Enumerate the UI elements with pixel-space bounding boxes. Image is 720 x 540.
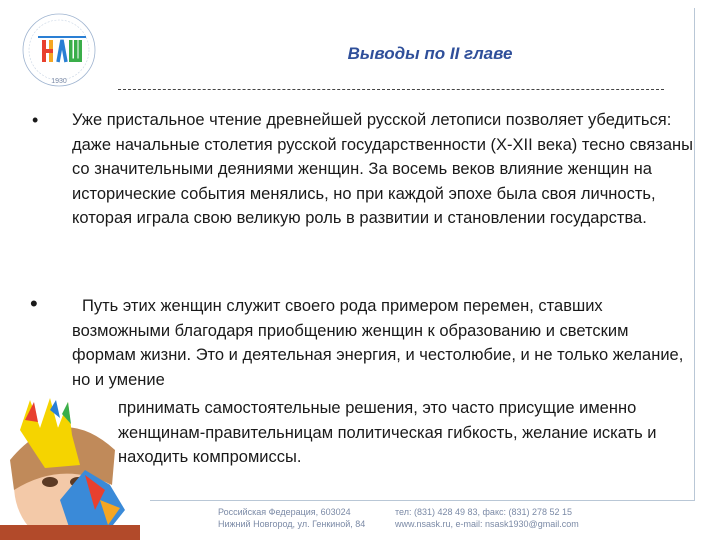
logo-year: 1930 (51, 78, 67, 85)
institution-logo-icon (14, 10, 104, 90)
slide-frame-bottom (150, 500, 695, 501)
footer-contacts-line-1: тел: (831) 428 49 83, факс: (831) 278 52 15 (395, 507, 573, 517)
bullet-text-2-part1: Путь этих женщин служит своего рода примером перемен, ставших возможными благодаря приобщению женщин к образованию и светским формам жизни. Это и деятельная энергия, и честолюбие, и не только желание, но и умение (72, 297, 684, 389)
bullet-text-2-part2: принимать самостоятельные решения, это часто присущие именно женщинам-правительницам политическая гибкость, желание искать и находить компромиссы. (118, 399, 657, 466)
footer-contacts (395, 506, 579, 530)
footer-address-line-1: Российская Федерация, 603024 (218, 507, 351, 517)
bullet-marker-2: • (30, 291, 38, 316)
footer-contacts-line-2: www.nsask.ru, e-mail: nsask1930@gmail.com (395, 519, 579, 529)
child-painted-hands-photo (0, 390, 140, 540)
slide-title: Выводы по II главе (347, 44, 513, 63)
title-divider (118, 89, 664, 90)
bullet-marker-1: • (32, 110, 39, 130)
bullet-text-1: Уже пристальное чтение древнейшей русской летописи позволяет убедиться: даже начальные столетия русской государственности (X-XII века) тесно связаны со значительными деяниями женщин. За восемь веков влияние женщин на исторические события менялись, но при каждой эпохе была своя личность, которая играла свою великую роль в развитии и становлении государства. (72, 111, 694, 227)
footer-address-line-2: Нижний Новгород, ул. Генкиной, 84 (218, 519, 366, 529)
footer-address (218, 506, 365, 530)
